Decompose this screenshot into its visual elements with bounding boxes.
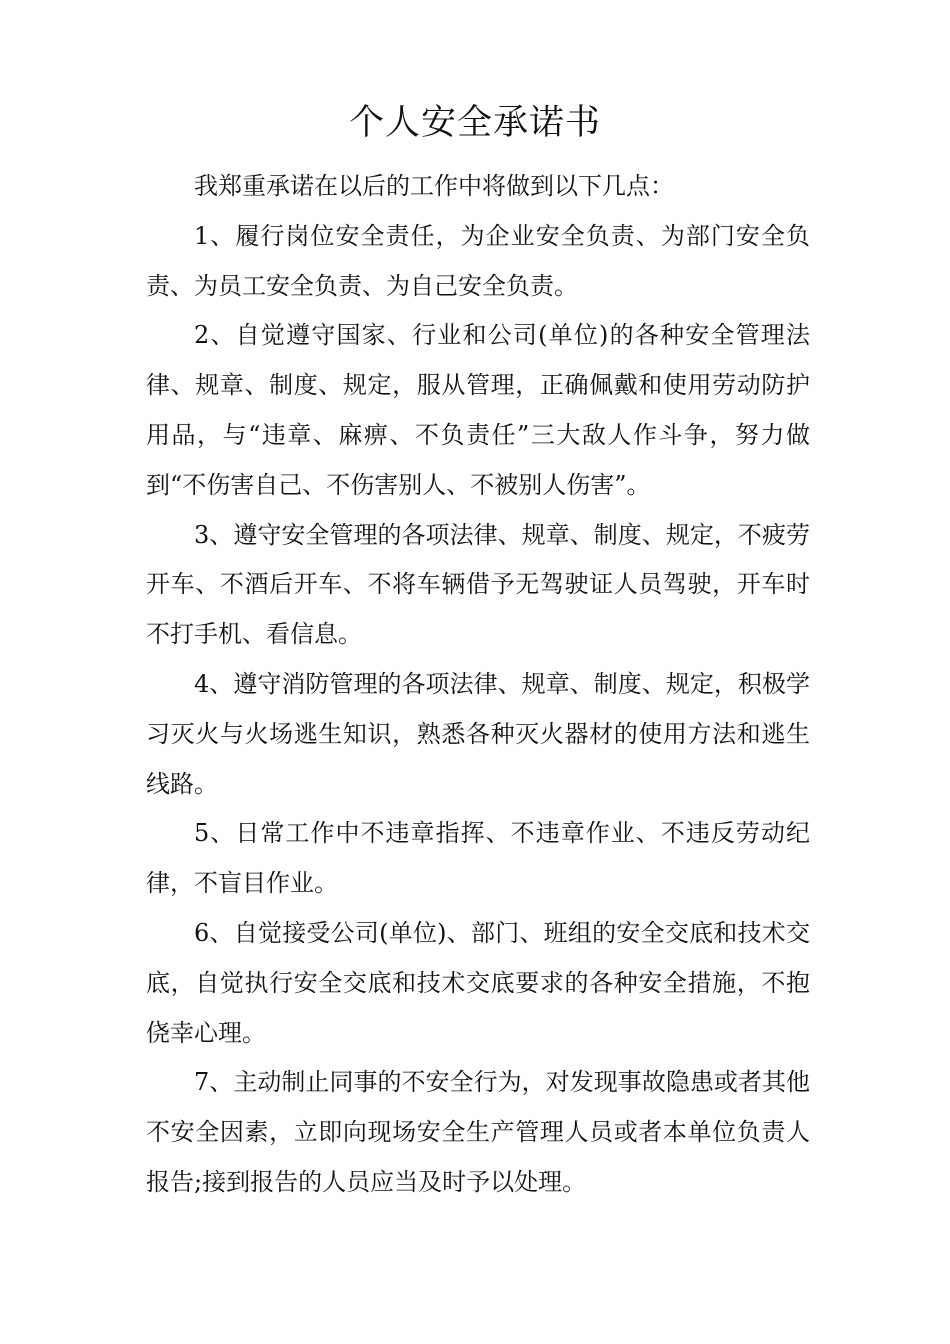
- commitment-item-6: 6、自觉接受公司(单位)、部门、班组的安全交底和技术交底，自觉执行安全交底和技术交底要求的各种安全措施，不抱侥幸心理。: [146, 918, 810, 1047]
- document-body: [146, 162, 810, 1208]
- commitment-item-3: 3、遵守安全管理的各项法律、规章、制度、规定，不疲劳开车、不酒后开车、不将车辆借予无驾驶证人员驾驶，开车时不打手机、看信息。: [146, 520, 810, 649]
- intro-paragraph: 我郑重承诺在以后的工作中将做到以下几点：: [194, 172, 674, 200]
- commitment-item-1: 1、履行岗位安全责任，为企业安全负责、为部门安全负责、为员工安全负责、为自己安全负责。: [146, 221, 810, 300]
- commitment-item-4: 4、遵守消防管理的各项法律、规章、制度、规定，积极学习灭火与火场逃生知识，熟悉各种灭火器材的使用方法和逃生线路。: [146, 669, 810, 798]
- commitment-item-7: 7、主动制止同事的不安全行为，对发现事故隐患或者其他不安全因素，立即向现场安全生产管理人员或者本单位负责人报告;接到报告的人员应当及时予以处理。: [146, 1068, 810, 1196]
- document-title: 个人安全承诺书: [348, 103, 601, 143]
- commitment-item-5: 5、日常工作中不违章指挥、不违章作业、不违反劳动纪律，不盲目作业。: [146, 819, 810, 898]
- commitment-item-2: 2、自觉遵守国家、行业和公司(单位)的各种安全管理法律、规章、制度、规定，服从管理，正确佩戴和使用劳动防护用品，与“违章、麻痹、不负责任”三大敌人作斗争，努力做到“不伤害自己、不伤害别人、不被别人伤害”。: [146, 321, 810, 499]
